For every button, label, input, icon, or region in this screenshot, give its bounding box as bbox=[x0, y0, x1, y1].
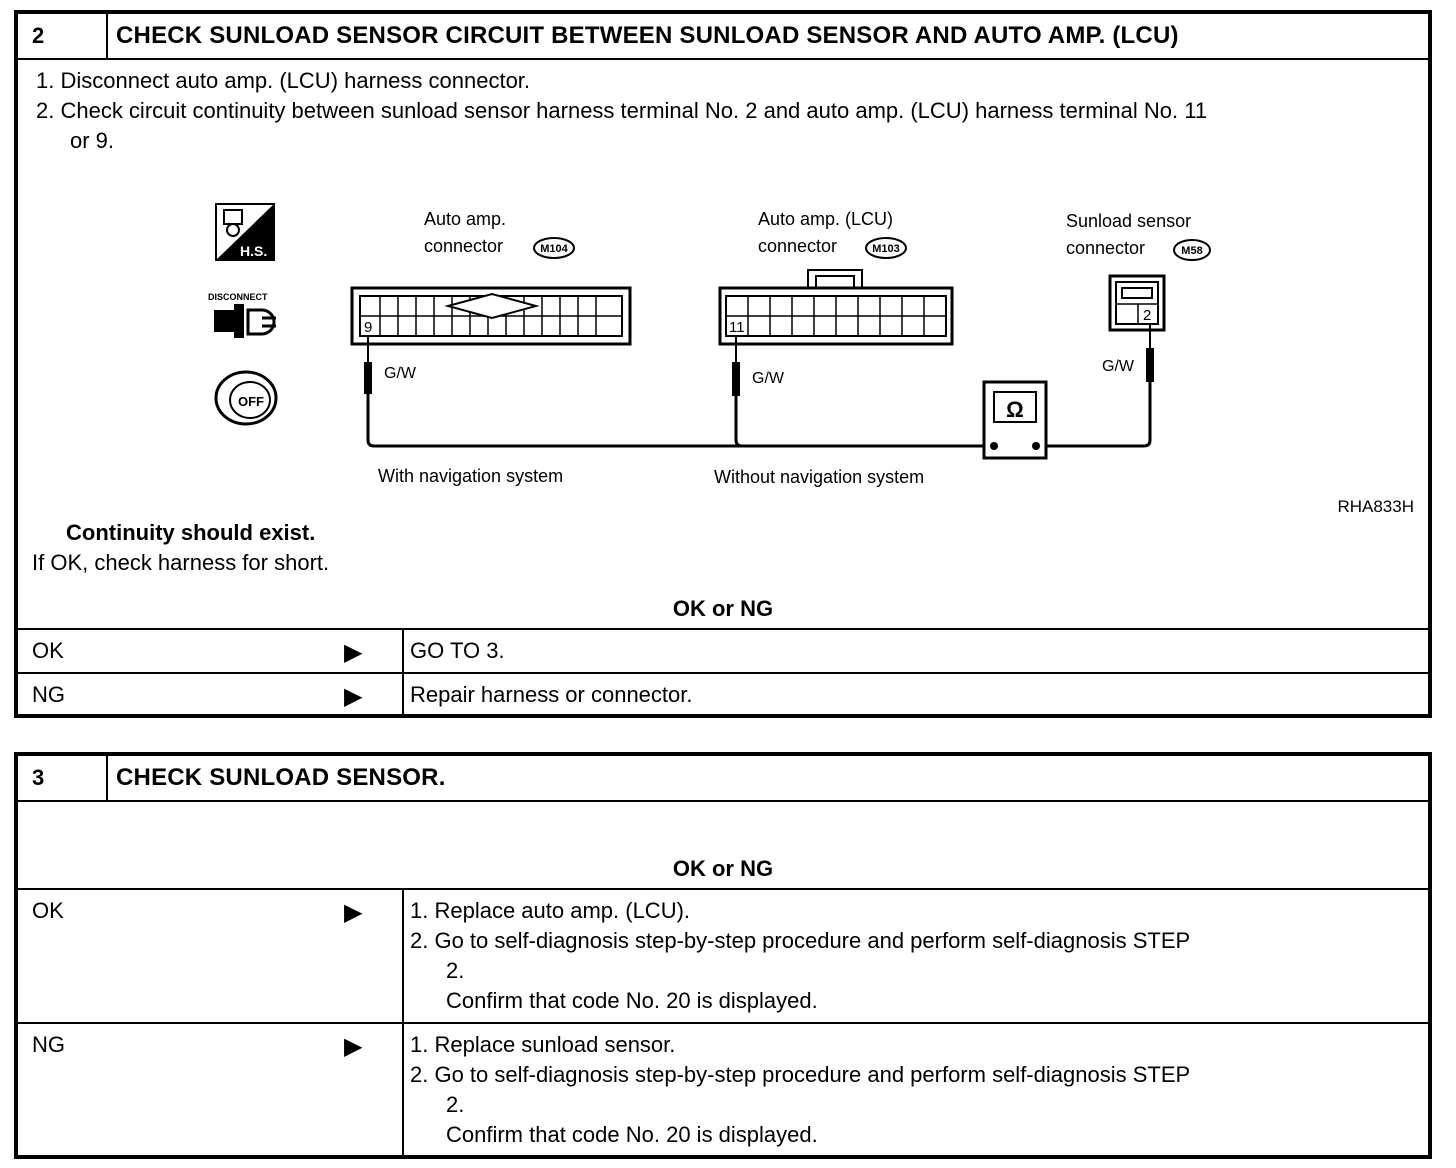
result-row-ok bbox=[18, 888, 1428, 1024]
connector2-terminal: 11 bbox=[729, 319, 745, 336]
result-label: OK bbox=[32, 638, 64, 663]
instruction-2: 2. Check circuit continuity between sunload sensor harness terminal No. 2 and auto amp. (LCU) harness terminal No. 11 bbox=[36, 98, 1208, 123]
connector1-label-1: Auto amp. bbox=[424, 209, 507, 229]
instruction-2-cont: or 9. bbox=[70, 128, 115, 153]
ohmmeter-icon bbox=[984, 382, 1046, 458]
step-number: 3 bbox=[18, 756, 108, 800]
connector2-code: M103 bbox=[872, 243, 900, 255]
result-row-ng bbox=[18, 672, 1428, 716]
connector1-code: M104 bbox=[540, 243, 568, 255]
off-label: OFF bbox=[238, 394, 264, 409]
result-label: OK bbox=[32, 898, 64, 923]
follow-up-note: If OK, check harness for short. bbox=[32, 550, 330, 575]
wire-color-1: G/W bbox=[384, 365, 416, 382]
connector3-terminal: 2 bbox=[1143, 307, 1152, 324]
step-3-header bbox=[18, 756, 1428, 802]
arrow-icon: ▶ bbox=[344, 899, 363, 926]
wiring-diagram bbox=[18, 14, 1428, 524]
connector2-label-2: connector bbox=[758, 236, 838, 256]
step-2-block bbox=[14, 10, 1432, 718]
result-label: NG bbox=[32, 1032, 65, 1057]
caption-without-navigation: Without navigation system bbox=[714, 467, 925, 487]
result-row-ng bbox=[18, 1022, 1428, 1157]
ohm-symbol: Ω bbox=[1006, 397, 1024, 422]
step-title: CHECK SUNLOAD SENSOR. bbox=[116, 764, 446, 791]
step-number: 2 bbox=[18, 14, 108, 58]
action-text: Repair harness or connector. bbox=[410, 682, 693, 707]
result-row-ok bbox=[18, 628, 1428, 674]
step-title: CHECK SUNLOAD SENSOR CIRCUIT BETWEEN SUNLOAD SENSOR AND AUTO AMP. (LCU) bbox=[116, 22, 1179, 49]
arrow-icon: ▶ bbox=[344, 639, 363, 666]
auto-amp-lcu-connector-m103 bbox=[720, 270, 952, 344]
wire-color-2: G/W bbox=[752, 370, 784, 387]
ok-or-ng-label: OK or NG bbox=[672, 856, 774, 881]
action-line-4: Confirm that code No. 20 is displayed. bbox=[446, 988, 818, 1013]
disconnect-label: DISCONNECT bbox=[208, 292, 268, 302]
connector3-label-1: Sunload sensor bbox=[1066, 211, 1192, 231]
sunload-sensor-connector-m58 bbox=[1110, 276, 1164, 330]
action-line-2: 2. Go to self-diagnosis step-by-step procedure and perform self-diagnosis STEP bbox=[410, 1062, 1191, 1087]
action-line-3: 2. bbox=[446, 1092, 465, 1117]
disconnect-icon bbox=[208, 292, 276, 338]
instruction-1: 1. Disconnect auto amp. (LCU) harness connector. bbox=[36, 68, 531, 93]
caption-with-navigation: With navigation system bbox=[378, 466, 564, 486]
action-line-1: 1. Replace auto amp. (LCU). bbox=[410, 898, 691, 923]
connector1-terminal: 9 bbox=[364, 319, 373, 336]
auto-amp-connector-m104 bbox=[352, 288, 630, 344]
expected-result: Continuity should exist. bbox=[66, 520, 316, 545]
arrow-icon: ▶ bbox=[344, 683, 363, 710]
result-label: NG bbox=[32, 682, 65, 707]
connector1-label-2: connector bbox=[424, 236, 504, 256]
figure-id: RHA833H bbox=[1337, 497, 1414, 516]
action-text: GO TO 3. bbox=[410, 638, 505, 663]
action-line-3: 2. bbox=[446, 958, 465, 983]
action-line-2: 2. Go to self-diagnosis step-by-step procedure and perform self-diagnosis STEP bbox=[410, 928, 1191, 953]
harness-side-icon bbox=[216, 204, 274, 260]
wire-color-3: G/W bbox=[1102, 358, 1134, 375]
connector3-code: M58 bbox=[1181, 245, 1203, 257]
hs-label: H.S. bbox=[240, 243, 268, 259]
arrow-icon: ▶ bbox=[344, 1033, 363, 1060]
action-line-1: 1. Replace sunload sensor. bbox=[410, 1032, 676, 1057]
ignition-off-icon bbox=[216, 372, 276, 424]
connector3-label-2: connector bbox=[1066, 238, 1146, 258]
step-3-block bbox=[14, 752, 1432, 1159]
ok-or-ng-label: OK or NG bbox=[672, 596, 774, 621]
connector2-label-1: Auto amp. (LCU) bbox=[758, 209, 894, 229]
action-line-4: Confirm that code No. 20 is displayed. bbox=[446, 1122, 818, 1147]
